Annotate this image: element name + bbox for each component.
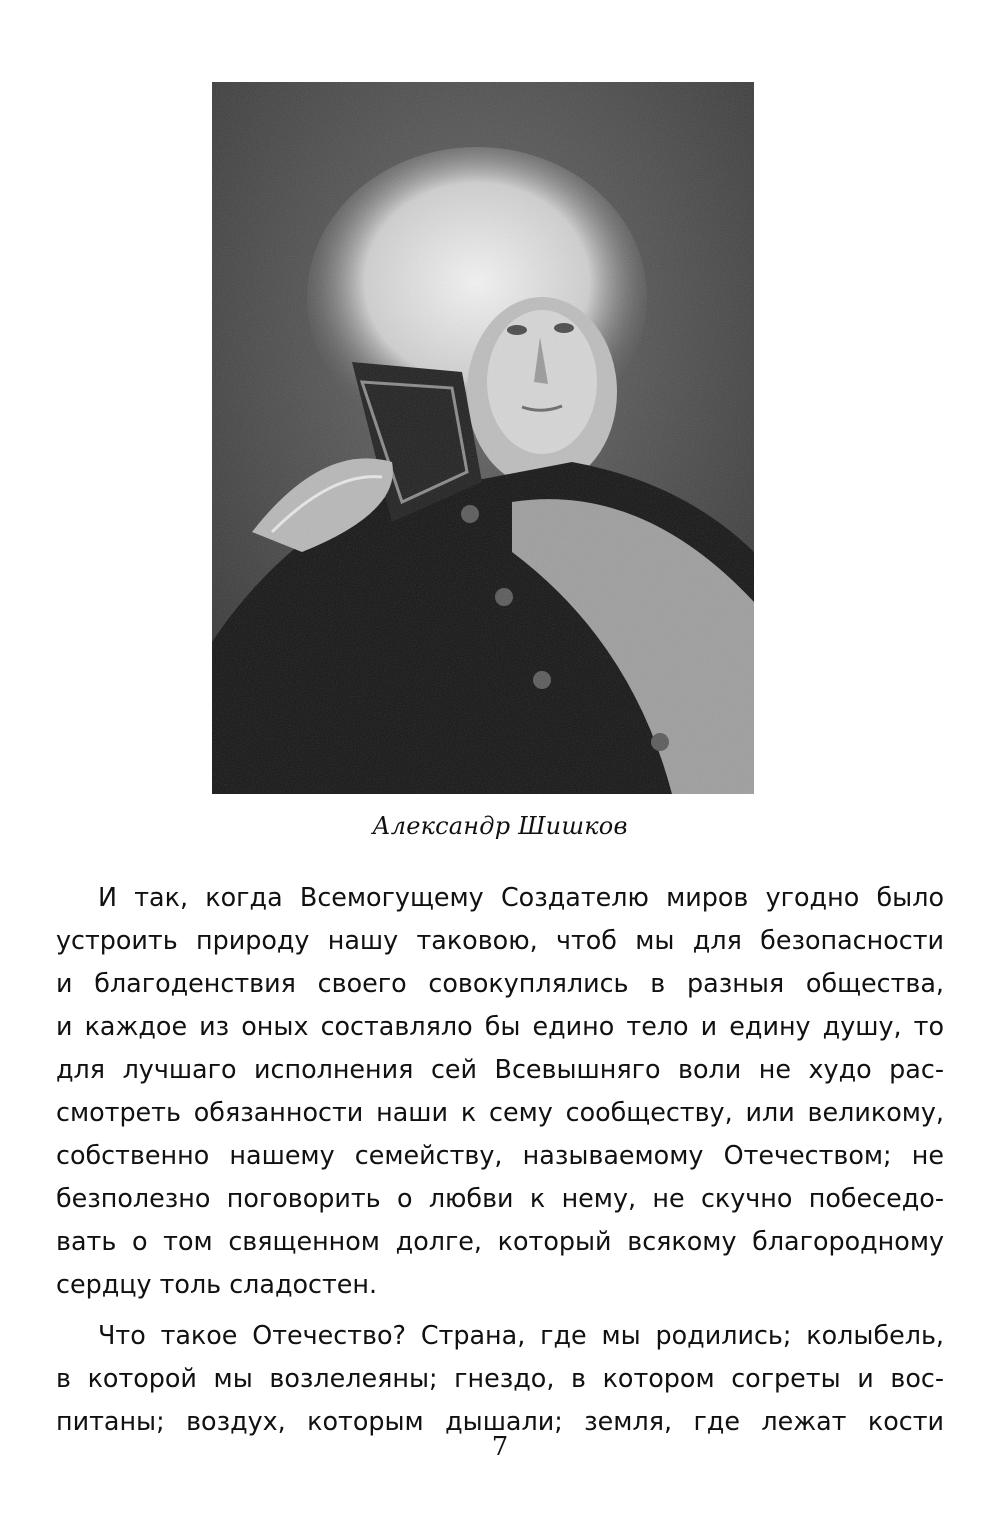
text-line: сердцу толь сладостен. — [56, 1269, 378, 1299]
paragraph-gap — [56, 1306, 944, 1314]
page-number: 7 — [491, 1432, 509, 1462]
text-line: вать о том священном долге, который всякому благородному — [56, 1226, 944, 1256]
figure-caption: Александр Шишков — [372, 812, 628, 840]
body-text — [56, 876, 944, 1443]
text-line: И так, когда Всемогущему Создателю миров угодно было — [98, 882, 944, 912]
text-line: смотреть обязанности наши к сему сообществу, или великому, — [56, 1097, 944, 1127]
text-line: и благоденствия своего совокуплялись в разныя общества, — [56, 968, 944, 998]
text-line: в которой мы возлелеяны; гнездо, в котором согреты и вос- — [56, 1363, 944, 1393]
portrait-image — [212, 82, 754, 794]
text-line: устроить природу нашу таковою, чтоб мы для безопасности — [56, 925, 944, 955]
text-line: безполезно поговорить о любви к нему, не скучно побеседо- — [56, 1183, 944, 1213]
text-line: собственно нашему семейству, называемому Отечеством; не — [56, 1140, 944, 1170]
text-line: для лучшаго исполнения сей Всевышняго воли не худо рас- — [56, 1054, 944, 1084]
text-line: и каждое из оных составляло бы едино тело и едину душу, то — [56, 1011, 944, 1041]
paragraph — [56, 876, 944, 1306]
paragraph — [56, 1314, 944, 1443]
text-line: питаны; воздух, которым дышали; земля, где лежат кости — [56, 1406, 944, 1436]
text-line: Что такое Отечество? Страна, где мы родились; колыбель, — [98, 1320, 944, 1350]
